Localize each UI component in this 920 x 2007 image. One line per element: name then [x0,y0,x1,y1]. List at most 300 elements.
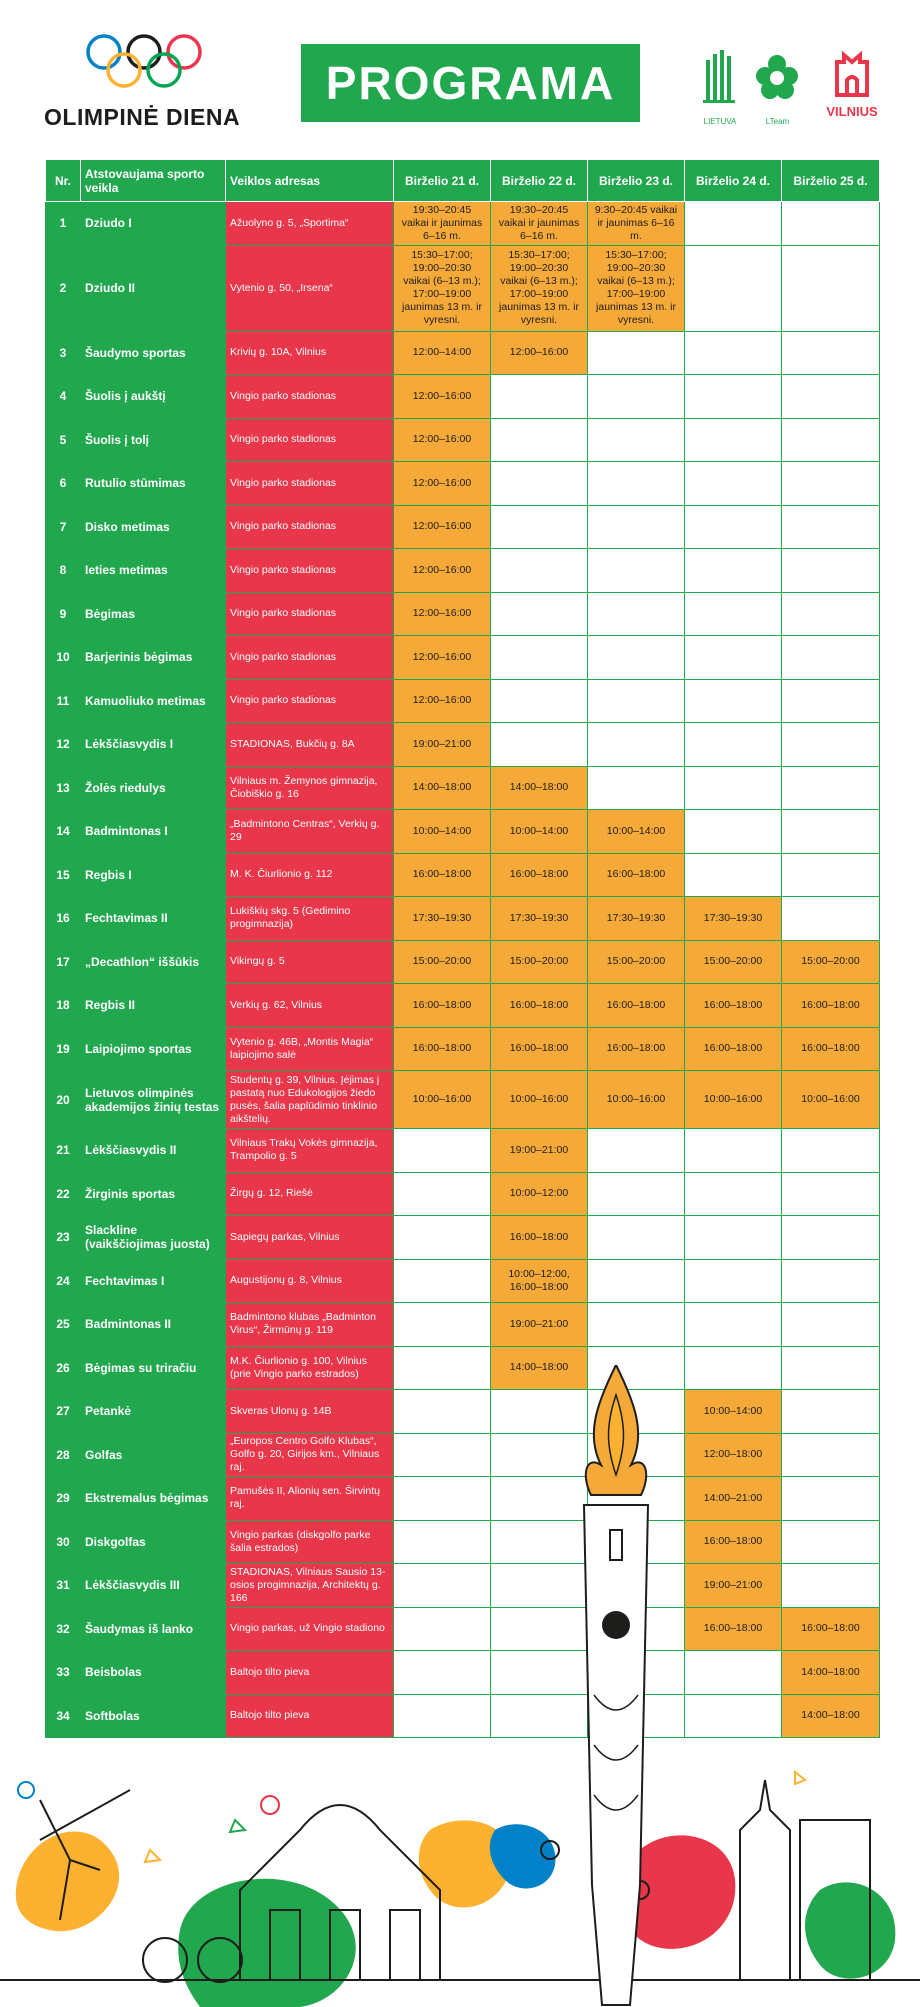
schedule-cell-day-24: 14:00–21:00 [685,1477,782,1521]
table-row [46,897,880,941]
schedule-cell-day-24 [685,853,782,897]
table-row [46,636,880,680]
sport-name: Laipiojimo sportas [81,1027,226,1071]
schedule-cell-day-24 [685,1651,782,1695]
sport-name: Golfas [81,1433,226,1477]
row-number: 30 [46,1520,81,1564]
col-header-day-24: Birželio 24 d. [685,160,782,202]
schedule-cell-day-25 [782,897,880,941]
venue-address: Badmintono klubas „Badminton Virus“, Žirmūnų g. 119 [226,1303,394,1347]
schedule-cell-day-23 [588,462,685,506]
schedule-cell-day-24 [685,245,782,331]
schedule-cell-day-22 [491,1564,588,1608]
schedule-cell-day-22 [491,1433,588,1477]
schedule-cell-day-25 [782,1303,880,1347]
schedule-cell-day-23: 15:30–17:00; 19:00–20:30 vaikai (6–13 m.); 17:00–19:00 jaunimas 13 m. ir vyresni. [588,245,685,331]
row-number: 9 [46,592,81,636]
schedule-cell-day-24 [685,636,782,680]
event-name: OLIMPINĖ DIENA [44,104,241,130]
schedule-cell-day-25 [782,592,880,636]
table-header-row [46,160,880,202]
lteam-label: LTeam [765,117,790,126]
schedule-cell-day-21 [394,1172,491,1216]
venue-address: Skveras Ulonų g. 14B [226,1390,394,1434]
schedule-cell-day-22 [491,1477,588,1521]
schedule-cell-day-21: 12:00–16:00 [394,636,491,680]
venue-address: „Europos Centro Golfo Klubas“, Golfo g. 20, Girijos km., Vilniaus raj. [226,1433,394,1477]
venue-address: Vingio parko stadionas [226,592,394,636]
table-row [46,1390,880,1434]
table-row [46,766,880,810]
schedule-cell-day-23 [588,1303,685,1347]
venue-address: Lukiškių skg. 5 (Gedimino progimnazija) [226,897,394,941]
schedule-cell-day-25 [782,1129,880,1173]
lietuva-label: LIETUVA [703,117,737,126]
schedule-cell-day-21 [394,1694,491,1738]
schedule-cell-day-22 [491,505,588,549]
schedule-cell-day-25 [782,1477,880,1521]
table-row [46,940,880,984]
schedule-cell-day-25 [782,810,880,854]
sport-name: Diskgolfas [81,1520,226,1564]
schedule-cell-day-23 [588,636,685,680]
table-row [46,1694,880,1738]
schedule-cell-day-23: 16:00–18:00 [588,1027,685,1071]
venue-address: M. K. Čiurlionio g. 112 [226,853,394,897]
schedule-cell-day-21 [394,1259,491,1303]
row-number: 8 [46,549,81,593]
row-number: 33 [46,1651,81,1695]
col-header-day-21: Birželio 21 d. [394,160,491,202]
schedule-cell-day-21: 17:30–19:30 [394,897,491,941]
row-number: 26 [46,1346,81,1390]
venue-address: Verkių g. 62, Vilnius [226,984,394,1028]
row-number: 32 [46,1607,81,1651]
col-header-sport: Atstovaujama sporto veikla [81,160,226,202]
table-row [46,1071,880,1129]
schedule-cell-day-23 [588,723,685,767]
schedule-cell-day-23 [588,418,685,462]
table-row [46,549,880,593]
venue-address: Baltojo tilto pieva [226,1651,394,1695]
green-blob-right [805,1882,895,1978]
schedule-cell-day-24 [685,679,782,723]
schedule-cell-day-21: 19:30–20:45 vaikai ir jaunimas 6–16 m. [394,202,491,246]
col-header-day-25: Birželio 25 d. [782,160,880,202]
table-row [46,853,880,897]
venue-address: Vingio parkas, už Vingio stadiono [226,1607,394,1651]
page-header [0,0,920,150]
sport-name: Šuolis į tolį [81,418,226,462]
schedule-cell-day-24 [685,331,782,375]
schedule-cell-day-22 [491,679,588,723]
schedule-cell-day-23 [588,1129,685,1173]
schedule-cell-day-22 [491,1390,588,1434]
schedule-cell-day-21: 12:00–16:00 [394,505,491,549]
sport-name: Lietuvos olimpinės akademijos žinių testas [81,1071,226,1129]
schedule-cell-day-21: 15:00–20:00 [394,940,491,984]
row-number: 2 [46,245,81,331]
row-number: 28 [46,1433,81,1477]
schedule-cell-day-22 [491,592,588,636]
schedule-cell-day-25: 16:00–18:00 [782,1027,880,1071]
schedule-cell-day-25 [782,1390,880,1434]
table-row [46,418,880,462]
table-row [46,1027,880,1071]
schedule-cell-day-22 [491,1607,588,1651]
schedule-cell-day-24 [685,1259,782,1303]
schedule-cell-day-25 [782,1172,880,1216]
sport-name: Regbis I [81,853,226,897]
sport-name: Šaudymo sportas [81,331,226,375]
venue-address: Vilniaus m. Žemynos gimnazija, Čiobiškio g. 16 [226,766,394,810]
lteam-flower-icon [755,50,800,112]
schedule-cell-day-25 [782,418,880,462]
schedule-cell-day-25 [782,853,880,897]
schedule-cell-day-24 [685,723,782,767]
schedule-cell-day-22: 16:00–18:00 [491,1216,588,1260]
schedule-cell-day-24 [685,462,782,506]
table-row [46,1477,880,1521]
venue-address: Žirgų g. 12, Riešė [226,1172,394,1216]
row-number: 14 [46,810,81,854]
sport-name: Bėgimas su triračiu [81,1346,226,1390]
table-body [46,202,880,1738]
schedule-cell-day-23 [588,766,685,810]
table-row [46,1259,880,1303]
schedule-cell-day-25 [782,679,880,723]
sport-name: Badmintonas I [81,810,226,854]
row-number: 13 [46,766,81,810]
col-header-nr: Nr. [46,160,81,202]
schedule-cell-day-22: 17:30–19:30 [491,897,588,941]
sport-name: Beisbolas [81,1651,226,1695]
lteam-logo [755,50,800,134]
table-row [46,331,880,375]
lietuva-logo [700,50,740,134]
schedule-cell-day-21: 12:00–16:00 [394,375,491,419]
sport-name: Slackline (vaikščiojimas juosta) [81,1216,226,1260]
schedule-cell-day-25 [782,723,880,767]
sport-name: Ieties metimas [81,549,226,593]
row-number: 16 [46,897,81,941]
schedule-cell-day-24 [685,1303,782,1347]
table-row [46,1651,880,1695]
schedule-cell-day-23 [588,592,685,636]
schedule-cell-day-22: 16:00–18:00 [491,984,588,1028]
row-number: 23 [46,1216,81,1260]
schedule-cell-day-22 [491,462,588,506]
schedule-cell-day-24 [685,505,782,549]
sport-name: „Decathlon“ iššūkis [81,940,226,984]
schedule-cell-day-21: 19:00–21:00 [394,723,491,767]
sport-name: Kamuoliuko metimas [81,679,226,723]
sport-name: Fechtavimas II [81,897,226,941]
venue-address: Vilniaus Trakų Vokės gimnazija, Trampolio g. 5 [226,1129,394,1173]
schedule-cell-day-21 [394,1564,491,1608]
schedule-cell-day-21 [394,1433,491,1477]
table-row [46,1172,880,1216]
schedule-cell-day-22: 14:00–18:00 [491,1346,588,1390]
schedule-cell-day-22 [491,549,588,593]
sport-name: Lėkščiasvydis I [81,723,226,767]
triangle-icon-green [230,1820,245,1832]
sport-name: Šuolis į aukštį [81,375,226,419]
schedule-cell-day-25 [782,1520,880,1564]
table-row [46,1303,880,1347]
program-table [45,159,880,1738]
row-number: 7 [46,505,81,549]
schedule-cell-day-24 [685,810,782,854]
venue-address: Vingio parko stadionas [226,462,394,506]
sports-illustration [0,1740,920,2007]
row-number: 24 [46,1259,81,1303]
schedule-cell-day-22: 10:00–14:00 [491,810,588,854]
venue-address: Vytenio g. 46B, „Montis Magia“ laipiojimo salė [226,1027,394,1071]
schedule-cell-day-21 [394,1303,491,1347]
row-number: 25 [46,1303,81,1347]
schedule-cell-day-25: 14:00–18:00 [782,1651,880,1695]
schedule-cell-day-21 [394,1216,491,1260]
schedule-cell-day-24 [685,592,782,636]
schedule-cell-day-24 [685,418,782,462]
sport-name: Žolės riedulys [81,766,226,810]
schedule-cell-day-21 [394,1390,491,1434]
schedule-cell-day-23: 15:00–20:00 [588,940,685,984]
sport-name: Rutulio stūmimas [81,462,226,506]
table-row [46,723,880,767]
venue-address: Studentų g. 39, Vilnius. Įėjimas į pastatą nuo Edukologijos žiedo pusės, šalia paplūdimio tinklinio aikštelių. [226,1071,394,1129]
schedule-cell-day-22 [491,375,588,419]
row-number: 6 [46,462,81,506]
schedule-cell-day-22 [491,1694,588,1738]
row-number: 15 [46,853,81,897]
red-ring-icon [261,1796,279,1814]
schedule-cell-day-24 [685,1129,782,1173]
schedule-cell-day-22 [491,1651,588,1695]
table-row [46,505,880,549]
schedule-cell-day-24 [685,549,782,593]
sport-name: Žirginis sportas [81,1172,226,1216]
schedule-cell-day-23 [588,331,685,375]
schedule-cell-day-22 [491,418,588,462]
schedule-cell-day-21: 12:00–16:00 [394,679,491,723]
schedule-cell-day-22: 14:00–18:00 [491,766,588,810]
table-row [46,810,880,854]
schedule-cell-day-24 [685,202,782,246]
schedule-cell-day-22 [491,723,588,767]
row-number: 12 [46,723,81,767]
vilnius-logo [822,50,882,124]
row-number: 27 [46,1390,81,1434]
schedule-cell-day-22 [491,1520,588,1564]
schedule-cell-day-23 [588,505,685,549]
schedule-cell-day-25 [782,505,880,549]
venue-address: Vingio parko stadionas [226,505,394,549]
sport-name: Ekstremalus bėgimas [81,1477,226,1521]
venue-address: Vikingų g. 5 [226,940,394,984]
schedule-cell-day-21: 12:00–16:00 [394,418,491,462]
row-number: 21 [46,1129,81,1173]
venue-address: Augustijonų g. 8, Vilnius [226,1259,394,1303]
vilnius-label: VILNIUS [826,104,878,119]
schedule-cell-day-21: 15:30–17:00; 19:00–20:30 vaikai (6–13 m.); 17:00–19:00 jaunimas 13 m. ir vyresni. [394,245,491,331]
venue-address: Sapiegų parkas, Vilnius [226,1216,394,1260]
venue-address: Vingio parko stadionas [226,636,394,680]
schedule-cell-day-24: 16:00–18:00 [685,1027,782,1071]
schedule-cell-day-25: 16:00–18:00 [782,984,880,1028]
schedule-cell-day-24 [685,766,782,810]
row-number: 31 [46,1564,81,1608]
schedule-cell-day-24: 17:30–19:30 [685,897,782,941]
schedule-cell-day-21: 10:00–16:00 [394,1071,491,1129]
sport-name: Bėgimas [81,592,226,636]
schedule-cell-day-24 [685,1216,782,1260]
sport-name: Badmintonas II [81,1303,226,1347]
schedule-cell-day-25 [782,245,880,331]
schedule-cell-day-24 [685,1694,782,1738]
schedule-cell-day-22: 10:00–16:00 [491,1071,588,1129]
triangle-icon [145,1850,160,1862]
schedule-cell-day-21: 10:00–14:00 [394,810,491,854]
schedule-cell-day-21: 12:00–14:00 [394,331,491,375]
col-header-day-22: Birželio 22 d. [491,160,588,202]
schedule-cell-day-23 [588,679,685,723]
schedule-cell-day-23: 10:00–14:00 [588,810,685,854]
sport-name: Disko metimas [81,505,226,549]
row-number: 22 [46,1172,81,1216]
table-row [46,202,880,246]
schedule-cell-day-25 [782,1216,880,1260]
row-number: 11 [46,679,81,723]
row-number: 17 [46,940,81,984]
schedule-cell-day-21: 14:00–18:00 [394,766,491,810]
schedule-cell-day-25 [782,766,880,810]
schedule-cell-day-21: 16:00–18:00 [394,1027,491,1071]
row-number: 20 [46,1071,81,1129]
table-row [46,984,880,1028]
page-title: PROGRAMA [325,57,616,109]
col-header-address: Veiklos adresas [226,160,394,202]
row-number: 29 [46,1477,81,1521]
col-header-day-23: Birželio 23 d. [588,160,685,202]
schedule-cell-day-24: 10:00–16:00 [685,1071,782,1129]
schedule-cell-day-25: 10:00–16:00 [782,1071,880,1129]
schedule-cell-day-24 [685,1346,782,1390]
venue-address: STADIONAS, Bukčių g. 8A [226,723,394,767]
schedule-cell-day-23: 16:00–18:00 [588,853,685,897]
venue-address: Krivių g. 10A, Vilnius [226,331,394,375]
schedule-cell-day-24 [685,1172,782,1216]
table-row [46,679,880,723]
schedule-cell-day-25: 14:00–18:00 [782,1694,880,1738]
schedule-cell-day-21: 16:00–18:00 [394,984,491,1028]
venue-address: Vingio parko stadionas [226,549,394,593]
venue-address: STADIONAS, Vilniaus Sausio 13-osios progimnazija, Architektų g. 166 [226,1564,394,1608]
venue-address: Vingio parkas (diskgolfo parke šalia estrados) [226,1520,394,1564]
blue-ring-icon [18,1782,34,1798]
schedule-cell-day-25 [782,1433,880,1477]
schedule-cell-day-23 [588,1259,685,1303]
schedule-cell-day-21 [394,1520,491,1564]
schedule-cell-day-21 [394,1651,491,1695]
schedule-cell-day-24: 15:00–20:00 [685,940,782,984]
sport-name: Regbis II [81,984,226,1028]
sport-name: Softbolas [81,1694,226,1738]
venue-address: Vytenio g. 50, „Irsena“ [226,245,394,331]
venue-address: Vingio parko stadionas [226,679,394,723]
schedule-cell-day-25 [782,331,880,375]
schedule-cell-day-25 [782,1259,880,1303]
table-row [46,1607,880,1651]
schedule-cell-day-24: 16:00–18:00 [685,984,782,1028]
schedule-cell-day-21 [394,1346,491,1390]
row-number: 34 [46,1694,81,1738]
schedule-cell-day-21 [394,1477,491,1521]
schedule-cell-day-24: 10:00–14:00 [685,1390,782,1434]
schedule-cell-day-23: 10:00–16:00 [588,1071,685,1129]
schedule-cell-day-22: 19:30–20:45 vaikai ir jaunimas 6–16 m. [491,202,588,246]
sport-name: Dziudo I [81,202,226,246]
venue-address: Baltojo tilto pieva [226,1694,394,1738]
table-row [46,1346,880,1390]
sport-name: Dziudo II [81,245,226,331]
schedule-cell-day-25 [782,1564,880,1608]
schedule-cell-day-22: 19:00–21:00 [491,1129,588,1173]
schedule-cell-day-22: 16:00–18:00 [491,1027,588,1071]
venue-address: „Badmintono Centras“, Verkių g. 29 [226,810,394,854]
schedule-cell-day-25 [782,462,880,506]
row-number: 19 [46,1027,81,1071]
row-number: 1 [46,202,81,246]
row-number: 18 [46,984,81,1028]
schedule-cell-day-23 [588,549,685,593]
table-row [46,245,880,331]
schedule-cell-day-25 [782,202,880,246]
schedule-cell-day-24: 12:00–18:00 [685,1433,782,1477]
schedule-cell-day-23: 17:30–19:30 [588,897,685,941]
sport-name: Šaudymas iš lanko [81,1607,226,1651]
table-row [46,1216,880,1260]
sport-name: Petankė [81,1390,226,1434]
row-number: 5 [46,418,81,462]
schedule-cell-day-25 [782,1346,880,1390]
sport-name: Lėkščiasvydis III [81,1564,226,1608]
olympic-rings-icon [84,32,204,92]
schedule-cell-day-24: 16:00–18:00 [685,1520,782,1564]
schedule-cell-day-25 [782,375,880,419]
schedule-cell-day-21: 12:00–16:00 [394,462,491,506]
table-row [46,375,880,419]
schedule-cell-day-23 [588,1172,685,1216]
schedule-cell-day-22: 16:00–18:00 [491,853,588,897]
schedule-cell-day-21: 12:00–16:00 [394,549,491,593]
row-number: 4 [46,375,81,419]
sport-name: Lėkščiasvydis II [81,1129,226,1173]
schedule-cell-day-21 [394,1129,491,1173]
schedule-cell-day-22: 15:00–20:00 [491,940,588,984]
table-row [46,1433,880,1477]
venue-address: Pamušės II, Alionių sen. Širvintų raj. [226,1477,394,1521]
schedule-cell-day-24: 19:00–21:00 [685,1564,782,1608]
venue-address: Vingio parko stadionas [226,375,394,419]
schedule-cell-day-22: 19:00–21:00 [491,1303,588,1347]
schedule-cell-day-25: 15:00–20:00 [782,940,880,984]
lietuva-emblem-icon [700,50,740,112]
table-row [46,1129,880,1173]
schedule-cell-day-24: 16:00–18:00 [685,1607,782,1651]
schedule-cell-day-23 [588,375,685,419]
